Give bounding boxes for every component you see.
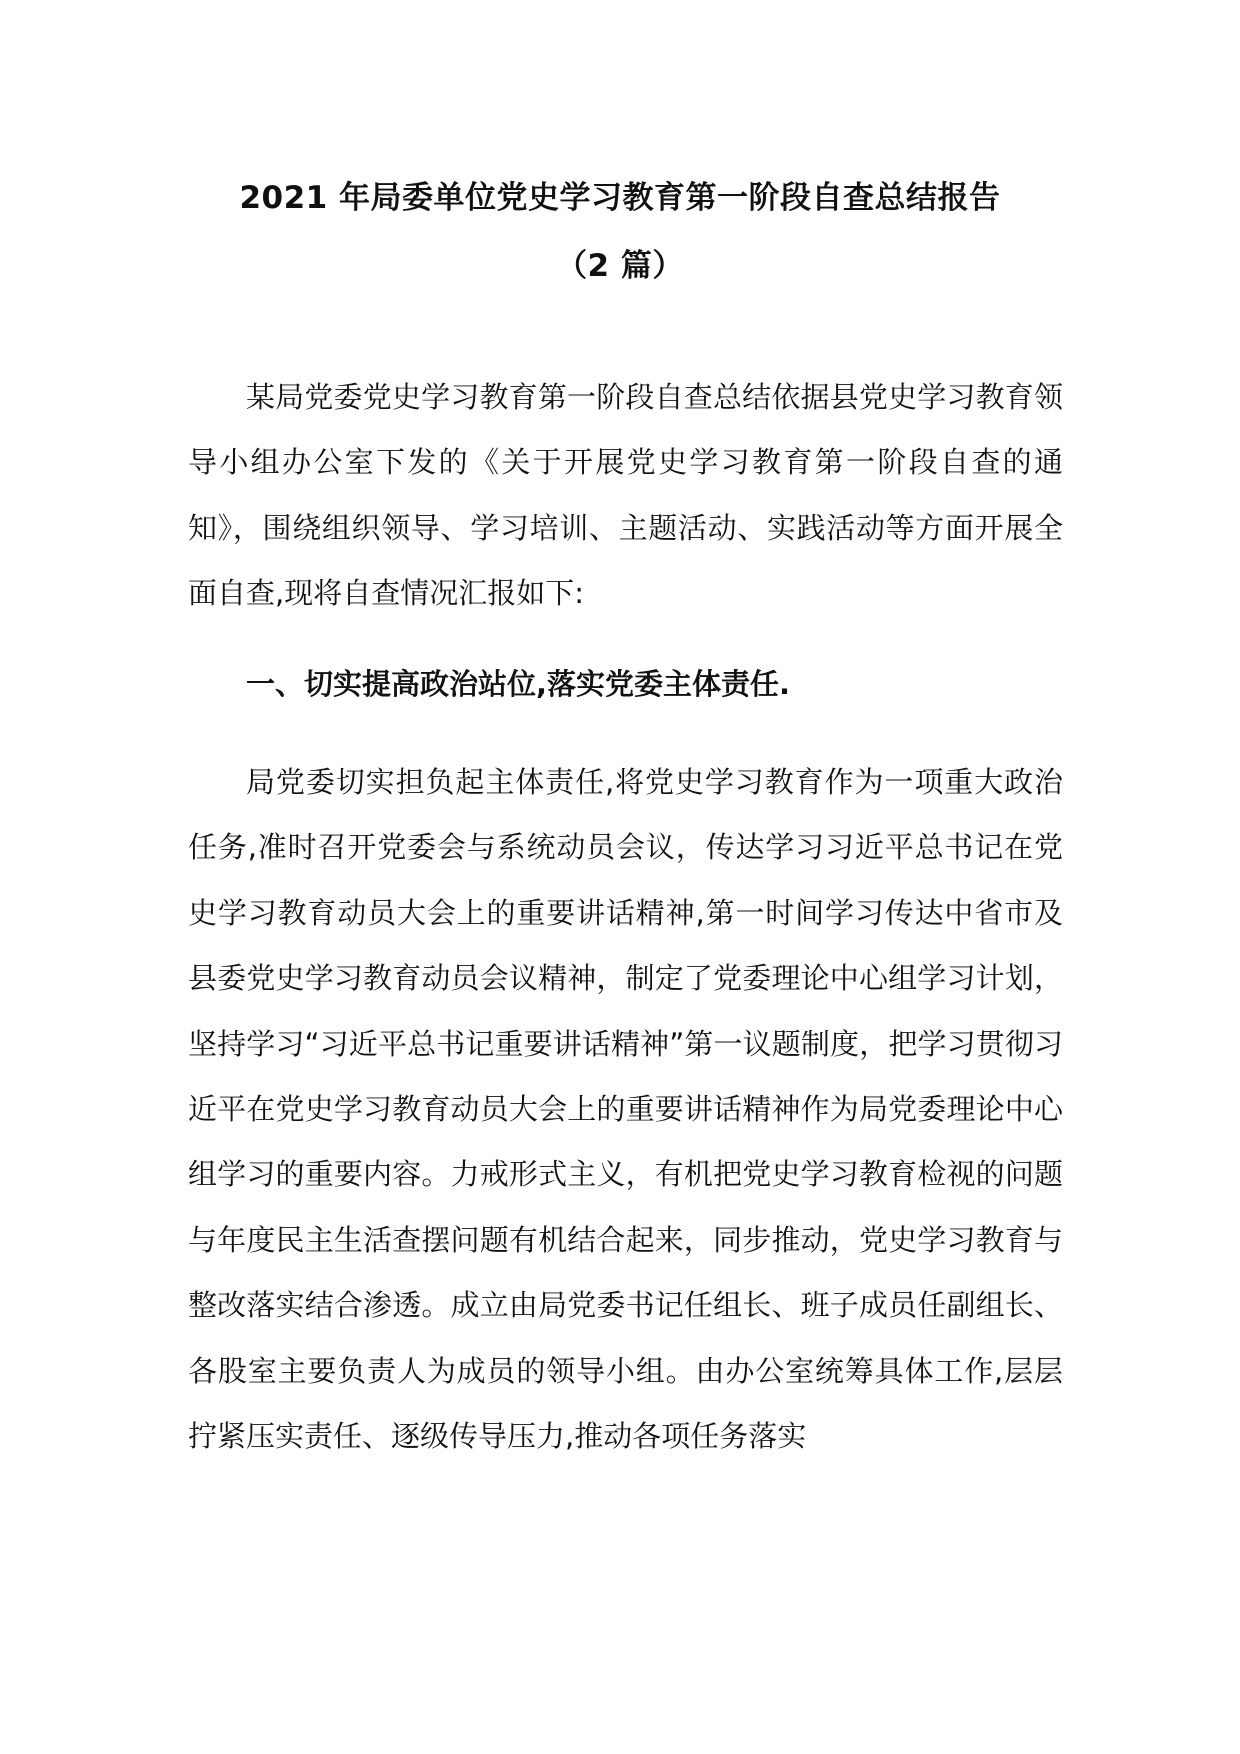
document-subtitle: （2 篇） [556,248,684,284]
section-1-paragraph: 局党委切实担负起主体责任,将党史学习教育作为一项重大政治任务,准时召开党委会与系统动员会议，传达学习习近平总书记在党史学习教育动员大会上的重要讲话精神,第一时间学习传达中省市及县委党史学习教育动员会议精神，制定了党委理论中心组学习计划，坚持学习“习近平总书记重要讲话精神”第一议题制度，把学习贯彻习近平在党史学习教育动员大会上的重要讲话精神作为局党委理论中心组学习的重要内容。力戒形式主义，有机把党史学习教育检视的问题与年度民主生活查摆问题有机结合起来，同步推动，党史学习教育与整改落实结合渗透。成立由局党委书记任组长、班子成员任副组长、各股室主要负责人为成员的领导小组。由办公室统筹具体工作,层层拧紧压实责任、逐级传导压力,推动各项任务落实 [188,765,1063,1454]
intro-paragraph: 某局党委党史学习教育第一阶段自查总结依据县党史学习教育领导小组办公室下发的《关于开展党史学习教育第一阶段自查的通知》，围绕组织领导、学习培训、主题活动、实践活动等方面开展全面自查,现将自查情况汇报如下: [188,380,1063,611]
section-heading-1: 一、切实提高政治站位,落实党委主体责任. [246,667,791,701]
document-title: 2021 年局委单位党史学习教育第一阶段自查总结报告 [239,180,1001,216]
